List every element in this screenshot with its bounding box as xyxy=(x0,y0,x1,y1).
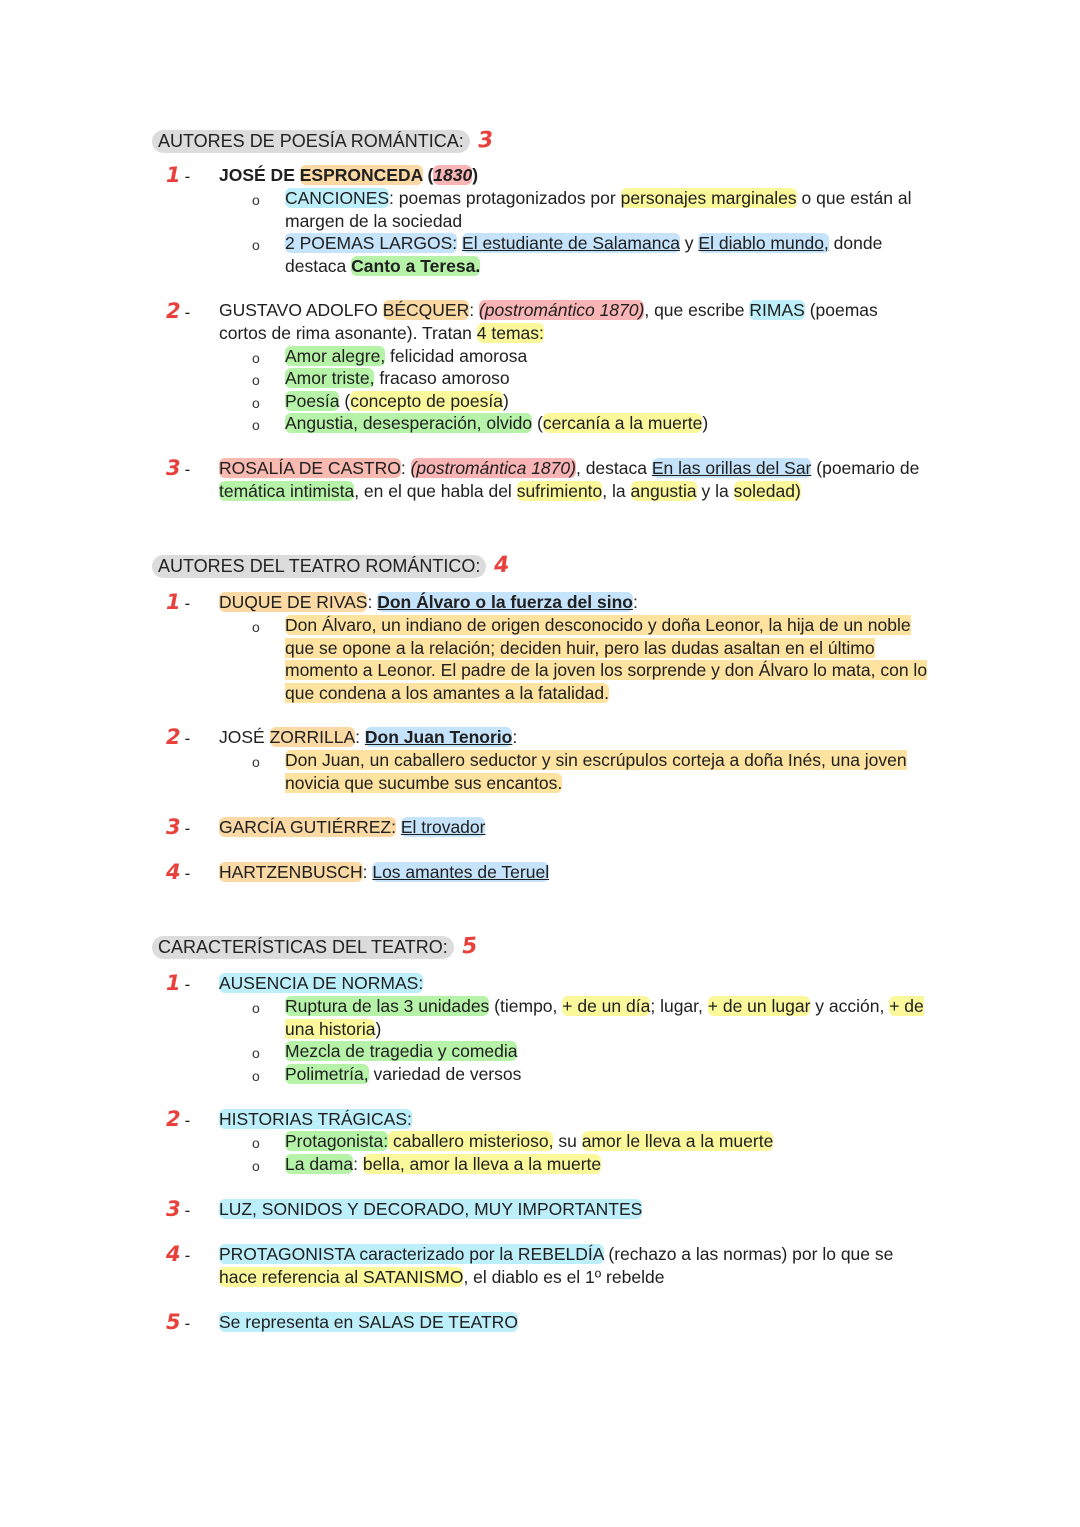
bullet: o xyxy=(252,619,260,635)
espronceda-canciones: CANCIONES: poemas protagonizados por personajes marginales o que están al margen de la sociedad xyxy=(285,188,912,231)
ruptura-unidades: Ruptura de las 3 unidades (tiempo, + de un día; lugar, + de un lugar y acción, + de una historia) xyxy=(285,996,924,1039)
item-number: 1 - xyxy=(166,590,191,614)
author-becquer: GUSTAVO ADOLFO BÉCQUER: (postromántico 1870), que escribe RIMAS (poemas cortos de rima asonante). Tratan 4 temas: xyxy=(219,300,878,343)
section-heading-caracteristicas xyxy=(152,934,477,959)
espronceda-poemas: 2 POEMAS LARGOS: El estudiante de Salamanca y El diablo mundo, donde destaca Canto a Teresa. xyxy=(285,233,883,276)
heading-text: AUTORES DE POESÍA ROMÁNTICA: xyxy=(152,130,470,153)
item-number: 1 - xyxy=(166,163,191,187)
author-rosalia: ROSALÍA DE CASTRO: (postromántica 1870), destaca En las orillas del Sar (poemario de temática intimista, en el que habla del sufrimiento, la angustia y la soledad) xyxy=(219,458,920,501)
author-espronceda: JOSÉ DE ESPRONCEDA (1830) xyxy=(219,165,479,185)
bullet: o xyxy=(252,350,260,366)
tema-1: Amor alegre, felicidad amorosa xyxy=(285,346,528,366)
zorrilla-description: Don Juan, un caballero seductor y sin escrúpulos corteja a doña Inés, una joven novicia que sucumbe sus encantos. xyxy=(285,750,907,793)
author-zorrilla: JOSÉ ZORRILLA: Don Juan Tenorio: xyxy=(219,727,518,747)
caracteristica-4: PROTAGONISTA caracterizado por la REBELDÍA (rechazo a las normas) por lo que se hace referencia al SATANISMO, el diablo es el 1º rebelde xyxy=(219,1244,894,1287)
section-heading-poesia xyxy=(152,128,493,153)
caracteristica-5: Se representa en SALAS DE TEATRO xyxy=(219,1312,518,1332)
bullet: o xyxy=(252,417,260,433)
handwritten-count: 4 xyxy=(493,552,511,579)
bullet: o xyxy=(252,1158,260,1174)
handwritten-count: 5 xyxy=(460,933,478,960)
la-dama: La dama: bella, amor la lleva a la muerte xyxy=(285,1154,602,1174)
heading-text: AUTORES DEL TEATRO ROMÁNTICO: xyxy=(152,555,486,578)
bullet: o xyxy=(252,754,260,770)
rivas-description: Don Álvaro, un indiano de origen desconocido y doña Leonor, la hija de un noble que se opone a la relación; deciden huir, pero las dudas asaltan en el último momento a Leonor. El padre de la joven los sorprende y don Álvaro lo mata, con lo que condena a los amantes a la fatalidad. xyxy=(285,615,928,703)
bullet: o xyxy=(252,1045,260,1061)
tema-3: Poesía (concepto de poesía) xyxy=(285,391,509,411)
caracteristica-3: LUZ, SONIDOS Y DECORADO, MUY IMPORTANTES xyxy=(219,1199,643,1219)
handwritten-count: 3 xyxy=(476,127,494,154)
protagonista: Protagonista: caballero misterioso, su amor le lleva a la muerte xyxy=(285,1131,774,1151)
item-number: 5 - xyxy=(166,1310,191,1334)
section-heading-teatro xyxy=(152,553,510,578)
item-number: 2 - xyxy=(166,299,191,323)
item-number: 3 - xyxy=(166,456,191,480)
item-number: 2 - xyxy=(166,1107,191,1131)
caracteristica-2: HISTORIAS TRÁGICAS: xyxy=(219,1109,412,1129)
bullet: o xyxy=(252,192,260,208)
item-number: 1 - xyxy=(166,971,191,995)
bullet: o xyxy=(252,1000,260,1016)
item-number: 2 - xyxy=(166,725,191,749)
tema-4: Angustia, desesperación, olvido (cercanía a la muerte) xyxy=(285,413,709,433)
bullet: o xyxy=(252,1135,260,1151)
bullet: o xyxy=(252,1068,260,1084)
author-duque-de-rivas: DUQUE DE RIVAS: Don Álvaro o la fuerza del sino: xyxy=(219,592,638,612)
mezcla: Mezcla de tragedia y comedia xyxy=(285,1041,518,1061)
author-hartzenbusch: HARTZENBUSCH: Los amantes de Teruel xyxy=(219,862,550,882)
bullet: o xyxy=(252,237,260,253)
item-number: 3 - xyxy=(166,815,191,839)
bullet: o xyxy=(252,395,260,411)
heading-text: CARACTERÍSTICAS DEL TEATRO: xyxy=(152,936,454,959)
item-number: 4 - xyxy=(166,860,191,884)
caracteristica-1: AUSENCIA DE NORMAS: xyxy=(219,973,424,993)
item-number: 3 - xyxy=(166,1197,191,1221)
polimetria: Polimetría, variedad de versos xyxy=(285,1064,522,1084)
tema-2: Amor triste, fracaso amoroso xyxy=(285,368,510,388)
author-garcia-gutierrez: GARCÍA GUTIÉRREZ: El trovador xyxy=(219,817,486,837)
bullet: o xyxy=(252,372,260,388)
item-number: 4 - xyxy=(166,1242,191,1266)
